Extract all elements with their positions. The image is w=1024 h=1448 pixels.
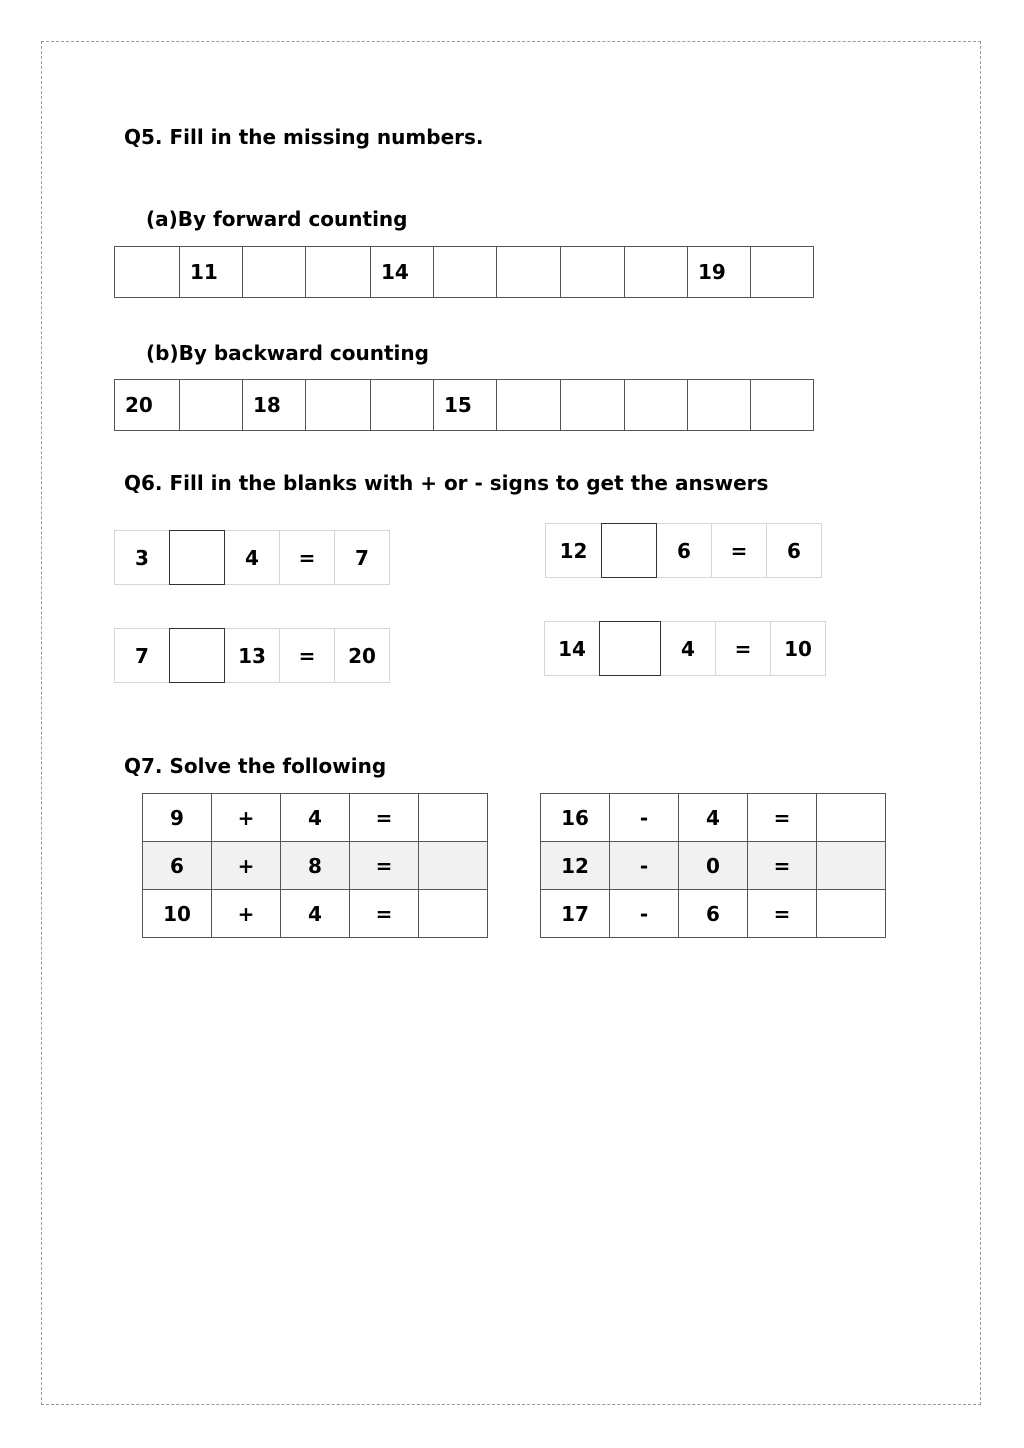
operand-a: 9 — [143, 794, 212, 842]
backward-cell: 18 — [243, 379, 306, 431]
sign-blank-box[interactable] — [601, 523, 657, 578]
backward-cell[interactable] — [751, 379, 814, 431]
backward-cell[interactable] — [561, 379, 625, 431]
operand-b: 4 — [224, 530, 280, 585]
q7-title: Q7. Solve the following — [124, 754, 387, 778]
answer-box[interactable] — [419, 794, 488, 842]
forward-cell[interactable] — [625, 246, 688, 298]
operand-a: 7 — [114, 628, 170, 683]
sign-equation-4 — [544, 621, 826, 676]
operand-a: 14 — [544, 621, 600, 676]
backward-cell[interactable] — [497, 379, 561, 431]
equals-sign: = — [748, 794, 817, 842]
table-row — [541, 842, 886, 890]
forward-cell: 14 — [371, 246, 434, 298]
q5-title: Q5. Fill in the missing numbers. — [124, 125, 484, 149]
operator: - — [610, 794, 679, 842]
equals-sign: = — [279, 530, 335, 585]
backward-cell[interactable] — [180, 379, 243, 431]
answer-box[interactable] — [817, 842, 886, 890]
operand-a: 12 — [541, 842, 610, 890]
equals-sign: = — [279, 628, 335, 683]
addition-table — [142, 793, 488, 938]
backward-cell: 15 — [434, 379, 497, 431]
equals-sign: = — [715, 621, 771, 676]
table-row — [143, 842, 488, 890]
table-row — [143, 890, 488, 938]
sign-blank-box[interactable] — [169, 628, 225, 683]
answer-box[interactable] — [419, 890, 488, 938]
result: 6 — [766, 523, 822, 578]
forward-cell: 19 — [688, 246, 751, 298]
equals-sign: = — [748, 842, 817, 890]
operator: + — [212, 842, 281, 890]
backward-cell[interactable] — [688, 379, 751, 431]
answer-box[interactable] — [419, 842, 488, 890]
equals-sign: = — [350, 890, 419, 938]
operand-b: 4 — [281, 794, 350, 842]
operand-a: 3 — [114, 530, 170, 585]
forward-cell[interactable] — [115, 246, 180, 298]
forward-cell[interactable] — [306, 246, 371, 298]
subtraction-table — [540, 793, 886, 938]
forward-cell[interactable] — [243, 246, 306, 298]
operand-b: 8 — [281, 842, 350, 890]
operand-b: 6 — [679, 890, 748, 938]
answer-box[interactable] — [817, 890, 886, 938]
operand-b: 0 — [679, 842, 748, 890]
operand-b: 4 — [660, 621, 716, 676]
operand-a: 17 — [541, 890, 610, 938]
result: 7 — [334, 530, 390, 585]
result: 10 — [770, 621, 826, 676]
forward-cell[interactable] — [434, 246, 497, 298]
operator: - — [610, 842, 679, 890]
forward-cell[interactable] — [497, 246, 561, 298]
backward-cell: 20 — [115, 379, 180, 431]
q5-backward-label: (b)By backward counting — [146, 341, 429, 365]
backward-cell[interactable] — [625, 379, 688, 431]
operand-a: 10 — [143, 890, 212, 938]
forward-cell[interactable] — [751, 246, 814, 298]
answer-box[interactable] — [817, 794, 886, 842]
backward-cell[interactable] — [371, 379, 434, 431]
operator: + — [212, 794, 281, 842]
operand-b: 6 — [656, 523, 712, 578]
q5-forward-label: (a)By forward counting — [146, 207, 408, 231]
operand-b: 4 — [679, 794, 748, 842]
backward-cell[interactable] — [306, 379, 371, 431]
operand-b: 4 — [281, 890, 350, 938]
equals-sign: = — [711, 523, 767, 578]
table-row — [143, 794, 488, 842]
forward-cell: 11 — [180, 246, 243, 298]
forward-counting-row — [114, 246, 814, 298]
q6-title: Q6. Fill in the blanks with + or - signs to get the answers — [124, 471, 769, 495]
equals-sign: = — [350, 842, 419, 890]
operand-b: 13 — [224, 628, 280, 683]
forward-cell[interactable] — [561, 246, 625, 298]
equals-sign: = — [350, 794, 419, 842]
operand-a: 12 — [545, 523, 602, 578]
sign-equation-2 — [114, 628, 390, 683]
result: 20 — [334, 628, 390, 683]
table-row — [541, 890, 886, 938]
sign-equation-1 — [114, 530, 390, 585]
operand-a: 16 — [541, 794, 610, 842]
sign-blank-box[interactable] — [169, 530, 225, 585]
sign-blank-box[interactable] — [599, 621, 661, 676]
backward-counting-row — [114, 379, 814, 431]
operator: - — [610, 890, 679, 938]
sign-equation-3 — [545, 523, 822, 578]
operator: + — [212, 890, 281, 938]
table-row — [541, 794, 886, 842]
operand-a: 6 — [143, 842, 212, 890]
equals-sign: = — [748, 890, 817, 938]
